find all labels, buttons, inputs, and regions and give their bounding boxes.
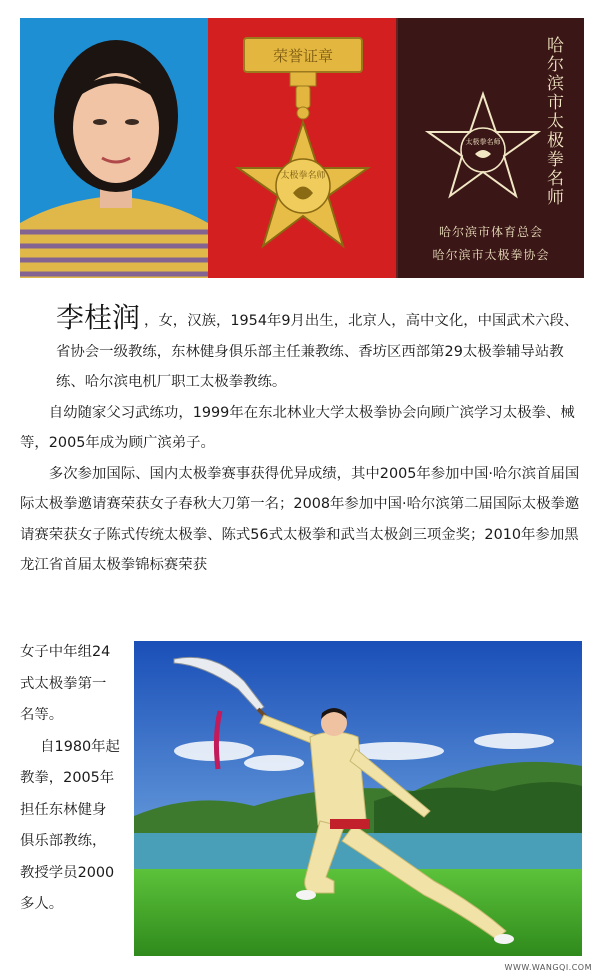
header-photo-strip [20,18,582,278]
portrait-photo [20,18,208,278]
taiji-scene-illustration [134,641,582,956]
medal-star-text: 太极拳名师 [280,171,326,181]
plaque-emblem [418,88,548,208]
plaque-emblem-text: 太极拳名师 [465,138,501,146]
medal-photo [208,18,396,278]
plaque-title: 哈尔滨市太极拳名师 [543,36,563,207]
medal-bar-text: 荣誉证章 [272,47,334,65]
side-column [20,637,120,921]
medal-illustration [208,18,396,278]
plaque-org-line2: 哈尔滨市太极拳协会 [432,248,550,262]
bio-intro [20,303,585,398]
plaque-org-line1: 哈尔滨市体育总会 [438,225,543,239]
honor-plaque [396,18,584,278]
taiji-action-photo [134,641,582,956]
biography [20,303,585,581]
bio-paragraph-4: 自1980年起教拳，2005年担任东林健身俱乐部教练，教授学员2000多人。 [20,738,120,912]
portrait-illustration [20,18,208,278]
bio-paragraph-2: 自幼随家父习武练功，1999年在东北林业大学太极拳协会向顾广滨学习太极拳、械等，2005年成为顾广滨弟子。 [20,404,575,451]
watermark: WWW.WANGQI.COM [504,963,592,972]
bio-paragraph-3-continued: 女子中年组24式太极拳第一名等。 [20,644,111,723]
bio-intro-text: ，女，汉族，1954年9月出生，北京人，高中文化，中国武术六段、省协会一级教练，东林健身俱乐部主任兼教练、香坊区西部第29太极拳辅导站教练、哈尔滨电机厂职工太极拳教练。 [56,313,579,390]
person-name: 李桂润 [56,301,141,334]
bio-paragraph-3: 多次参加国际、国内太极拳赛事获得优异成绩，其中2005年参加中国·哈尔滨首届国际太极拳邀请赛荣获女子春秋大刀第一名；2008年参加中国·哈尔滨第二届国际太极拳邀请赛荣获女子陈式传统太极拳、陈式56式太极拳和武当太极剑三项金奖；2010年参加黑龙江省首届太极拳锦标赛荣获 [20,465,580,573]
